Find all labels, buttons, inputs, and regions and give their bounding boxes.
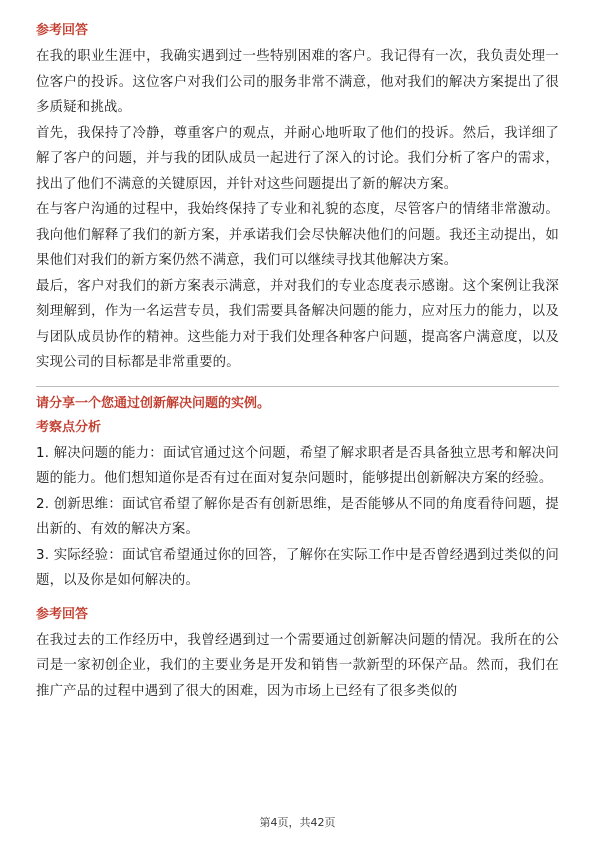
question-title: 请分享一个您通过创新解决问题的实例。 <box>36 395 271 411</box>
reference-answer-heading: 参考回答 <box>36 606 89 622</box>
analysis-item: 3. 实际经验：面试官希望通过你的回答，了解你在实际工作中是否曾经遇到过类似的问题，以及你是如何解决的。 <box>36 547 559 588</box>
answer-paragraph: 在我的职业生涯中，我确实遇到过一些特别困难的客户。我记得有一次，我负责处理一位客户的投诉。这位客户对我们公司的服务非常不满意，他对我们的解决方案提出了很多质疑和挑战。 <box>36 49 559 115</box>
answer-paragraph: 在与客户沟通的过程中，我始终保持了专业和礼貌的态度，尽管客户的情绪非常激动。我向他们解释了我们的新方案，并承诺我们会尽快解决他们的问题。我还主动提出，如果他们对我们的新方案仍然不满意，我们可以继续寻找其他解决方案。 <box>36 202 559 268</box>
document-page <box>36 20 559 704</box>
analysis-item: 1. 解决问题的能力：面试官通过这个问题，希望了解求职者是否具备独立思考和解决问题的能力。他们想知道你是否有过在面对复杂问题时，能够提出创新解决方案的经验。 <box>36 445 559 486</box>
analysis-heading: 考察点分析 <box>36 419 102 435</box>
section-divider <box>36 386 559 387</box>
analysis-item: 2. 创新思维：面试官希望了解你是否有创新思维，是否能够从不同的角度看待问题，提出新的、有效的解决方案。 <box>36 496 559 537</box>
answer-paragraph: 在我过去的工作经历中，我曾经遇到过一个需要通过创新解决问题的情况。我所在的公司是一家初创企业，我们的主要业务是开发和销售一款新型的环保产品。然而，我们在推广产品的过程中遇到了很大的困难，因为市场上已经有了很多类似的 <box>36 632 559 699</box>
page-number: 第4页，共42页 <box>259 816 336 829</box>
spacer <box>36 594 559 604</box>
reference-answer-heading: 参考回答 <box>36 23 89 38</box>
answer-paragraph: 首先，我保持了冷静，尊重客户的观点，并耐心地听取了他们的投诉。然后，我详细了解了客户的问题，并与我的团队成员一起进行了深入的讨论。我们分析了客户的需求，找出了他们不满意的关键原因，并针对这些问题提出了新的解决方案。 <box>36 125 559 192</box>
answer-paragraph: 最后，客户对我们的新方案表示满意，并对我们的专业态度表示感谢。这个案例让我深刻理解到，作为一名运营专员，我们需要具备解决问题的能力，应对压力的能力，以及与团队成员协作的精神。这些能力对于我们处理各种客户问题，提高客户满意度，以及实现公司的目标都是非常重要的。 <box>36 278 559 370</box>
